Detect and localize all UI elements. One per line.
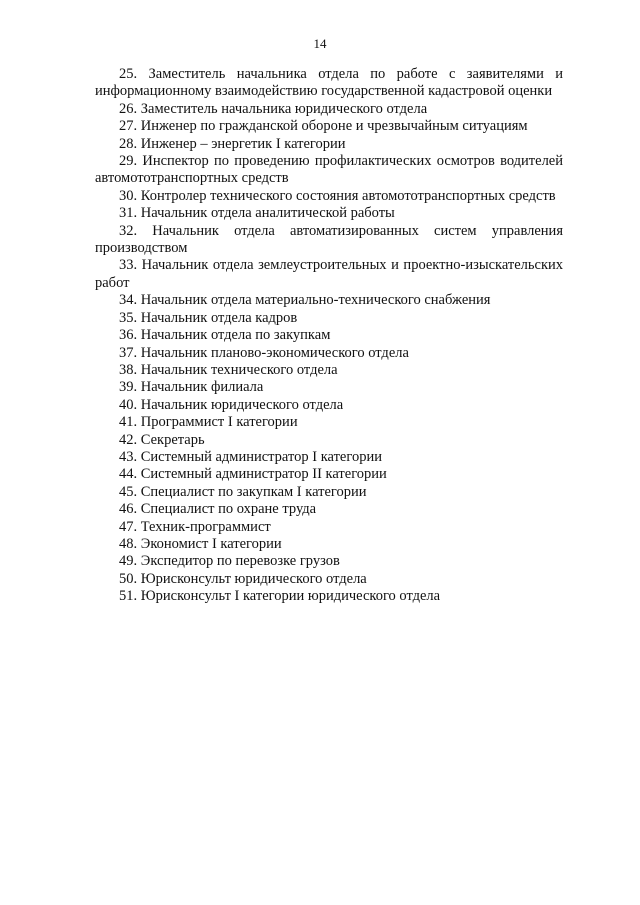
list-item: 29. Инспектор по проведению профилактических осмотров водителей автомототранспортных средств [95, 153, 563, 187]
list-item: 35. Начальник отдела кадров [119, 309, 298, 326]
list-item: 27. Инженер по гражданской обороне и чрезвычайным ситуациям [119, 118, 528, 135]
list-item: 48. Экономист I категории [119, 535, 282, 552]
list-item: 41. Программист I категории [119, 414, 298, 431]
list-item: 49. Экспедитор по перевозке грузов [119, 553, 340, 570]
list-item: 30. Контролер технического состояния автомототранспортных средств [119, 187, 556, 204]
list-item: 50. Юрисконсульт юридического отдела [119, 570, 367, 587]
list-item: 33. Начальник отдела землеустроительных и проектно-изыскательских работ [95, 257, 563, 291]
list-item: 32. Начальник отдела автоматизированных систем управления производством [95, 222, 563, 257]
list-item: 45. Специалист по закупкам I категории [119, 483, 367, 500]
list-item: 39. Начальник филиала [119, 379, 264, 396]
list-item: 43. Системный администратор I категории [119, 448, 382, 465]
list-item: 42. Секретарь [119, 431, 205, 448]
list-item: 51. Юрисконсульт I категории юридического отдела [119, 588, 441, 605]
list-item: 44. Системный администратор II категории [119, 466, 387, 483]
list-item: 34. Начальник отдела материально-технического снабжения [119, 292, 491, 309]
list-item: 25. Заместитель начальника отдела по работе с заявителями и информационному взаимодействию государственной кадастровой оценки [95, 66, 563, 100]
list-item: 40. Начальник юридического отдела [119, 396, 344, 413]
list-item: 38. Начальник технического отдела [119, 361, 338, 378]
list-item: 26. Заместитель начальника юридического отдела [119, 100, 428, 117]
list-item: 28. Инженер – энергетик I категории [119, 135, 346, 152]
list-item: 46. Специалист по охране труда [119, 501, 317, 518]
list-item: 47. Техник-программист [119, 518, 271, 535]
list-item: 31. Начальник отдела аналитической работы [119, 205, 395, 222]
page-number: 14 [313, 36, 327, 51]
position-list [95, 66, 563, 606]
list-item: 37. Начальник планово-экономического отдела [119, 344, 409, 361]
list-item: 36. Начальник отдела по закупкам [119, 327, 331, 344]
